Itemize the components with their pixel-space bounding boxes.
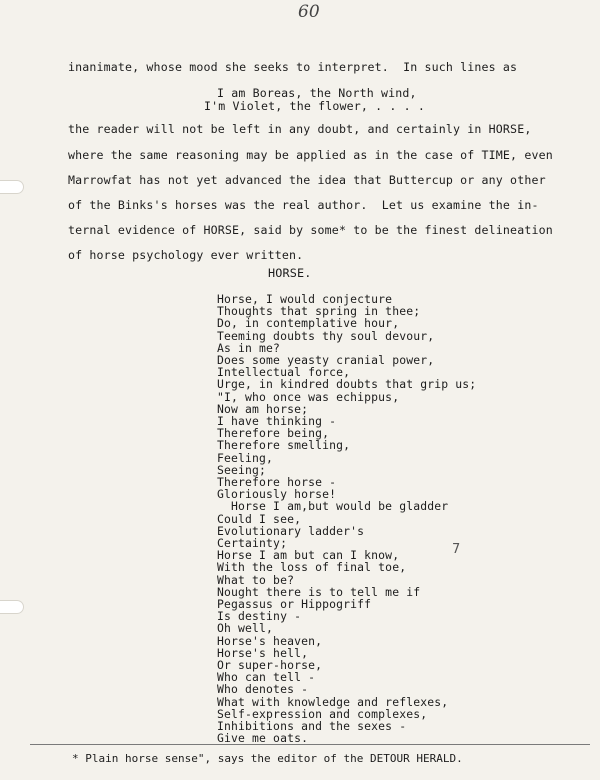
poem-line: Therefore being, — [217, 426, 330, 441]
quote-line: I am Boreas, the North wind, — [217, 86, 417, 100]
paragraph-line: where the same reasoning may be applied as in the case of TIME, even — [68, 148, 553, 162]
poem-line: Oh well, — [217, 621, 274, 636]
page-number: 60 — [298, 2, 320, 22]
poem-line: Evolutionary ladder's — [217, 523, 365, 538]
paragraph-line: of the Binks's horses was the real author. Let us examine the in- — [68, 198, 539, 212]
poem-line: Do, in contemplative hour, — [217, 316, 400, 331]
poem-line: Inhibitions and the sexes - — [217, 719, 407, 733]
poem-line: Horse, I would conjecture — [217, 292, 393, 306]
poem-line: What to be? — [217, 572, 295, 587]
poem-line: Gloriously horse! — [217, 487, 337, 502]
poem-line: Intellectual force, — [217, 365, 351, 380]
poem-line: Nought there is to tell me if — [217, 584, 421, 599]
poem-line: Therefore horse - — [217, 475, 337, 489]
poem-line: Is destiny - — [217, 609, 302, 624]
poem-line: I have thinking - — [217, 414, 337, 428]
poem-line: Who can tell - — [217, 670, 316, 685]
poem-line: Seeing; — [217, 462, 267, 477]
quote-line: I'm Violet, the flower, . . . . — [204, 99, 426, 113]
footnote-rule — [30, 744, 590, 745]
poem-line: Teeming doubts thy soul devour, — [217, 328, 435, 343]
poem-line: Certainty; — [217, 536, 288, 550]
poem-line: Self-expression and complexes, — [217, 706, 428, 721]
poem-line: Urge, in kindred doubts that grip us; — [217, 377, 477, 392]
poem-title: HORSE. — [268, 266, 312, 280]
poem-line: "I, who once was echippus, — [217, 389, 400, 404]
poem-line: Horse's heaven, — [217, 633, 323, 648]
poem-line: Now am horse; — [217, 401, 309, 416]
paragraph-line: ternal evidence of HORSE, said by some* to be the finest delineation — [68, 223, 553, 237]
poem-line: Give me oats. — [217, 731, 309, 746]
footnote: * Plain horse sense", says the editor of the DETOUR HERALD. — [72, 752, 463, 765]
poem-line: Could I see, — [217, 511, 302, 526]
poem-line: Feeling, — [217, 450, 274, 465]
paragraph-line: Marrowfat has not yet advanced the idea that Buttercup or any other — [68, 173, 546, 187]
poem-line: With the loss of final toe, — [217, 560, 407, 575]
poem-line: Therefore smelling, — [217, 438, 351, 453]
poem-line: Horse's hell, — [217, 645, 309, 660]
punch-hole — [0, 180, 24, 194]
paragraph-line: inanimate, whose mood she seeks to interpret. In such lines as — [68, 60, 518, 74]
poem-line: Who denotes - — [217, 682, 309, 697]
poem-line: Horse I am but can I know, — [217, 548, 400, 563]
poem-line: Pegassus or Hippogriff — [217, 597, 372, 611]
poem-line: Thoughts that spring in thee; — [217, 304, 421, 319]
punch-hole — [0, 600, 24, 614]
paragraph-line: of horse psychology ever written. — [68, 248, 304, 262]
poem-line: Horse I am,but would be gladder — [217, 499, 449, 514]
poem-line: Does some yeasty cranial power, — [217, 353, 435, 367]
poem-line: Or super-horse, — [217, 658, 323, 672]
paragraph-line: the reader will not be left in any doubt, and certainly in HORSE, — [68, 122, 532, 136]
poem-line: What with knowledge and reflexes, — [217, 694, 449, 709]
poem-line: As in me? — [217, 340, 281, 355]
margin-mark: 7 — [452, 542, 461, 557]
